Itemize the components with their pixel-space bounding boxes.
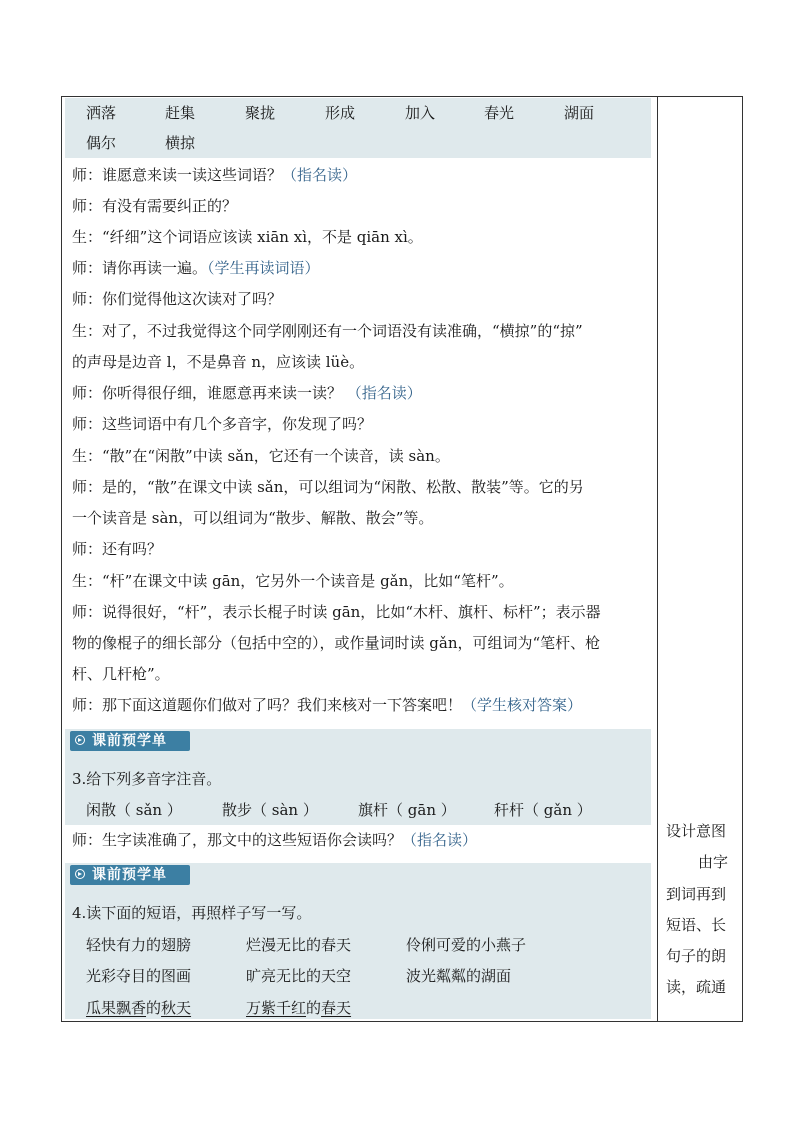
dialog-line: 的声母是边音 l，不是鼻音 n，应该读 lüè。 xyxy=(72,353,365,371)
teaching-note: （学生核对答案） xyxy=(462,696,583,714)
dialog-line: 师：请你再读一遍。（学生再读词语） xyxy=(72,259,320,277)
lesson-content-cell xyxy=(62,97,657,1021)
design-intent-line: 句子的朗 xyxy=(666,947,727,965)
teaching-note: （指名读） xyxy=(346,384,422,402)
teaching-note: （指名读） xyxy=(282,166,358,184)
q4-example: 瓜果飘香的秋天 xyxy=(86,999,192,1017)
vocab-word: 加入 xyxy=(405,104,436,122)
vocab-word: 形成 xyxy=(325,104,356,122)
q3-item: 旗杆（ gān ） xyxy=(358,801,456,819)
q4-title: 4.读下面的短语，再照样子写一写。 xyxy=(72,904,312,922)
teaching-note: （指名读） xyxy=(402,831,478,849)
lesson-table xyxy=(61,96,743,1022)
play-circle-icon xyxy=(75,869,85,879)
teaching-note: （学生再读词语） xyxy=(207,259,320,277)
q3-item: 闲散（ sǎn ） xyxy=(86,801,182,819)
q4-phrase: 旷亮无比的天空 xyxy=(246,967,352,985)
dialog-line: 生：“纤细”这个词语应该读 xiān xì，不是 qiān xì。 xyxy=(72,228,423,246)
design-intent-cell xyxy=(658,97,742,1021)
design-intent-line: 设计意图 xyxy=(666,822,727,840)
q4-phrase: 烂漫无比的春天 xyxy=(246,936,352,954)
design-intent-line: 读，疏通 xyxy=(666,978,727,996)
dialog-line: 师：说得很好，“杆”，表示长棍子时读 gān，比如“木杆、旗杆、标杆”；表示器 xyxy=(72,603,601,621)
vocab-word: 洒落 xyxy=(86,104,117,122)
vocab-word: 聚拢 xyxy=(245,104,276,122)
dialog-line: 一个读音是 sàn，可以组词为“散步、解散、散会”等。 xyxy=(72,509,434,527)
dialog-line: 师：那下面这道题你们做对了吗？我们来核对一下答案吧！（学生核对答案） xyxy=(72,696,583,714)
q4-phrase: 轻快有力的翅膀 xyxy=(86,936,192,954)
dialog-line: 生：“散”在“闲散”中读 sǎn，它还有一个读音，读 sàn。 xyxy=(72,447,450,465)
dialog-line: 师：还有吗？ xyxy=(72,540,163,558)
q3-title: 3.给下列多音字注音。 xyxy=(72,770,222,788)
vocab-word: 横掠 xyxy=(165,134,196,152)
dialog-line: 师：你听得很仔细，谁愿意再来读一读？ （指名读） xyxy=(72,384,422,402)
design-intent-line: 到词再到 xyxy=(666,885,727,903)
design-intent-line: 由字 xyxy=(698,853,729,871)
dialog-line: 师：你们觉得他这次读对了吗？ xyxy=(72,290,283,308)
vocab-word: 偶尔 xyxy=(86,134,117,152)
dialog-line: 物的像棍子的细长部分（包括中空的），或作量词时读 gǎn，可组词为“笔杆、枪 xyxy=(72,634,601,652)
dialog-line: 师：生字读准确了，那文中的这些短语你会读吗？（指名读） xyxy=(72,831,478,849)
preview-tag-label: 课前预学单 xyxy=(92,867,167,883)
q4-phrase: 伶俐可爱的小燕子 xyxy=(406,936,527,954)
preview-tag xyxy=(70,731,190,751)
dialog-line: 师：是的，“散”在课文中读 sǎn，可以组词为“闲散、松散、散装”等。它的另 xyxy=(72,478,584,496)
q3-item: 秆杆（ gǎn ） xyxy=(494,801,592,819)
design-intent-line: 短语、长 xyxy=(666,916,727,934)
dialog-line: 杆、几杆枪”。 xyxy=(72,665,170,683)
q4-phrase: 光彩夺目的图画 xyxy=(86,967,192,985)
play-circle-icon xyxy=(75,735,85,745)
q4-phrase: 波光粼粼的湖面 xyxy=(406,967,512,985)
dialog-line: 生：对了，不过我觉得这个同学刚刚还有一个词语没有读准确，“横掠”的“掠” xyxy=(72,322,583,340)
q3-item: 散步（ sàn ） xyxy=(222,801,318,819)
vocab-word: 春光 xyxy=(484,104,515,122)
preview-tag-label: 课前预学单 xyxy=(92,733,167,749)
dialog-line: 师：这些词语中有几个多音字，你发现了吗？ xyxy=(72,415,373,433)
vocab-word: 湖面 xyxy=(564,104,595,122)
dialog-line: 生：“杆”在课文中读 gān，它另外一个读音是 gǎn，比如“笔杆”。 xyxy=(72,572,514,590)
q4-example: 万紫千红的春天 xyxy=(246,999,352,1017)
vocab-word: 赶集 xyxy=(165,104,196,122)
preview-tag xyxy=(70,865,190,885)
dialog-line: 师：谁愿意来读一读这些词语？（指名读） xyxy=(72,166,358,184)
dialog-line: 师：有没有需要纠正的？ xyxy=(72,197,238,215)
